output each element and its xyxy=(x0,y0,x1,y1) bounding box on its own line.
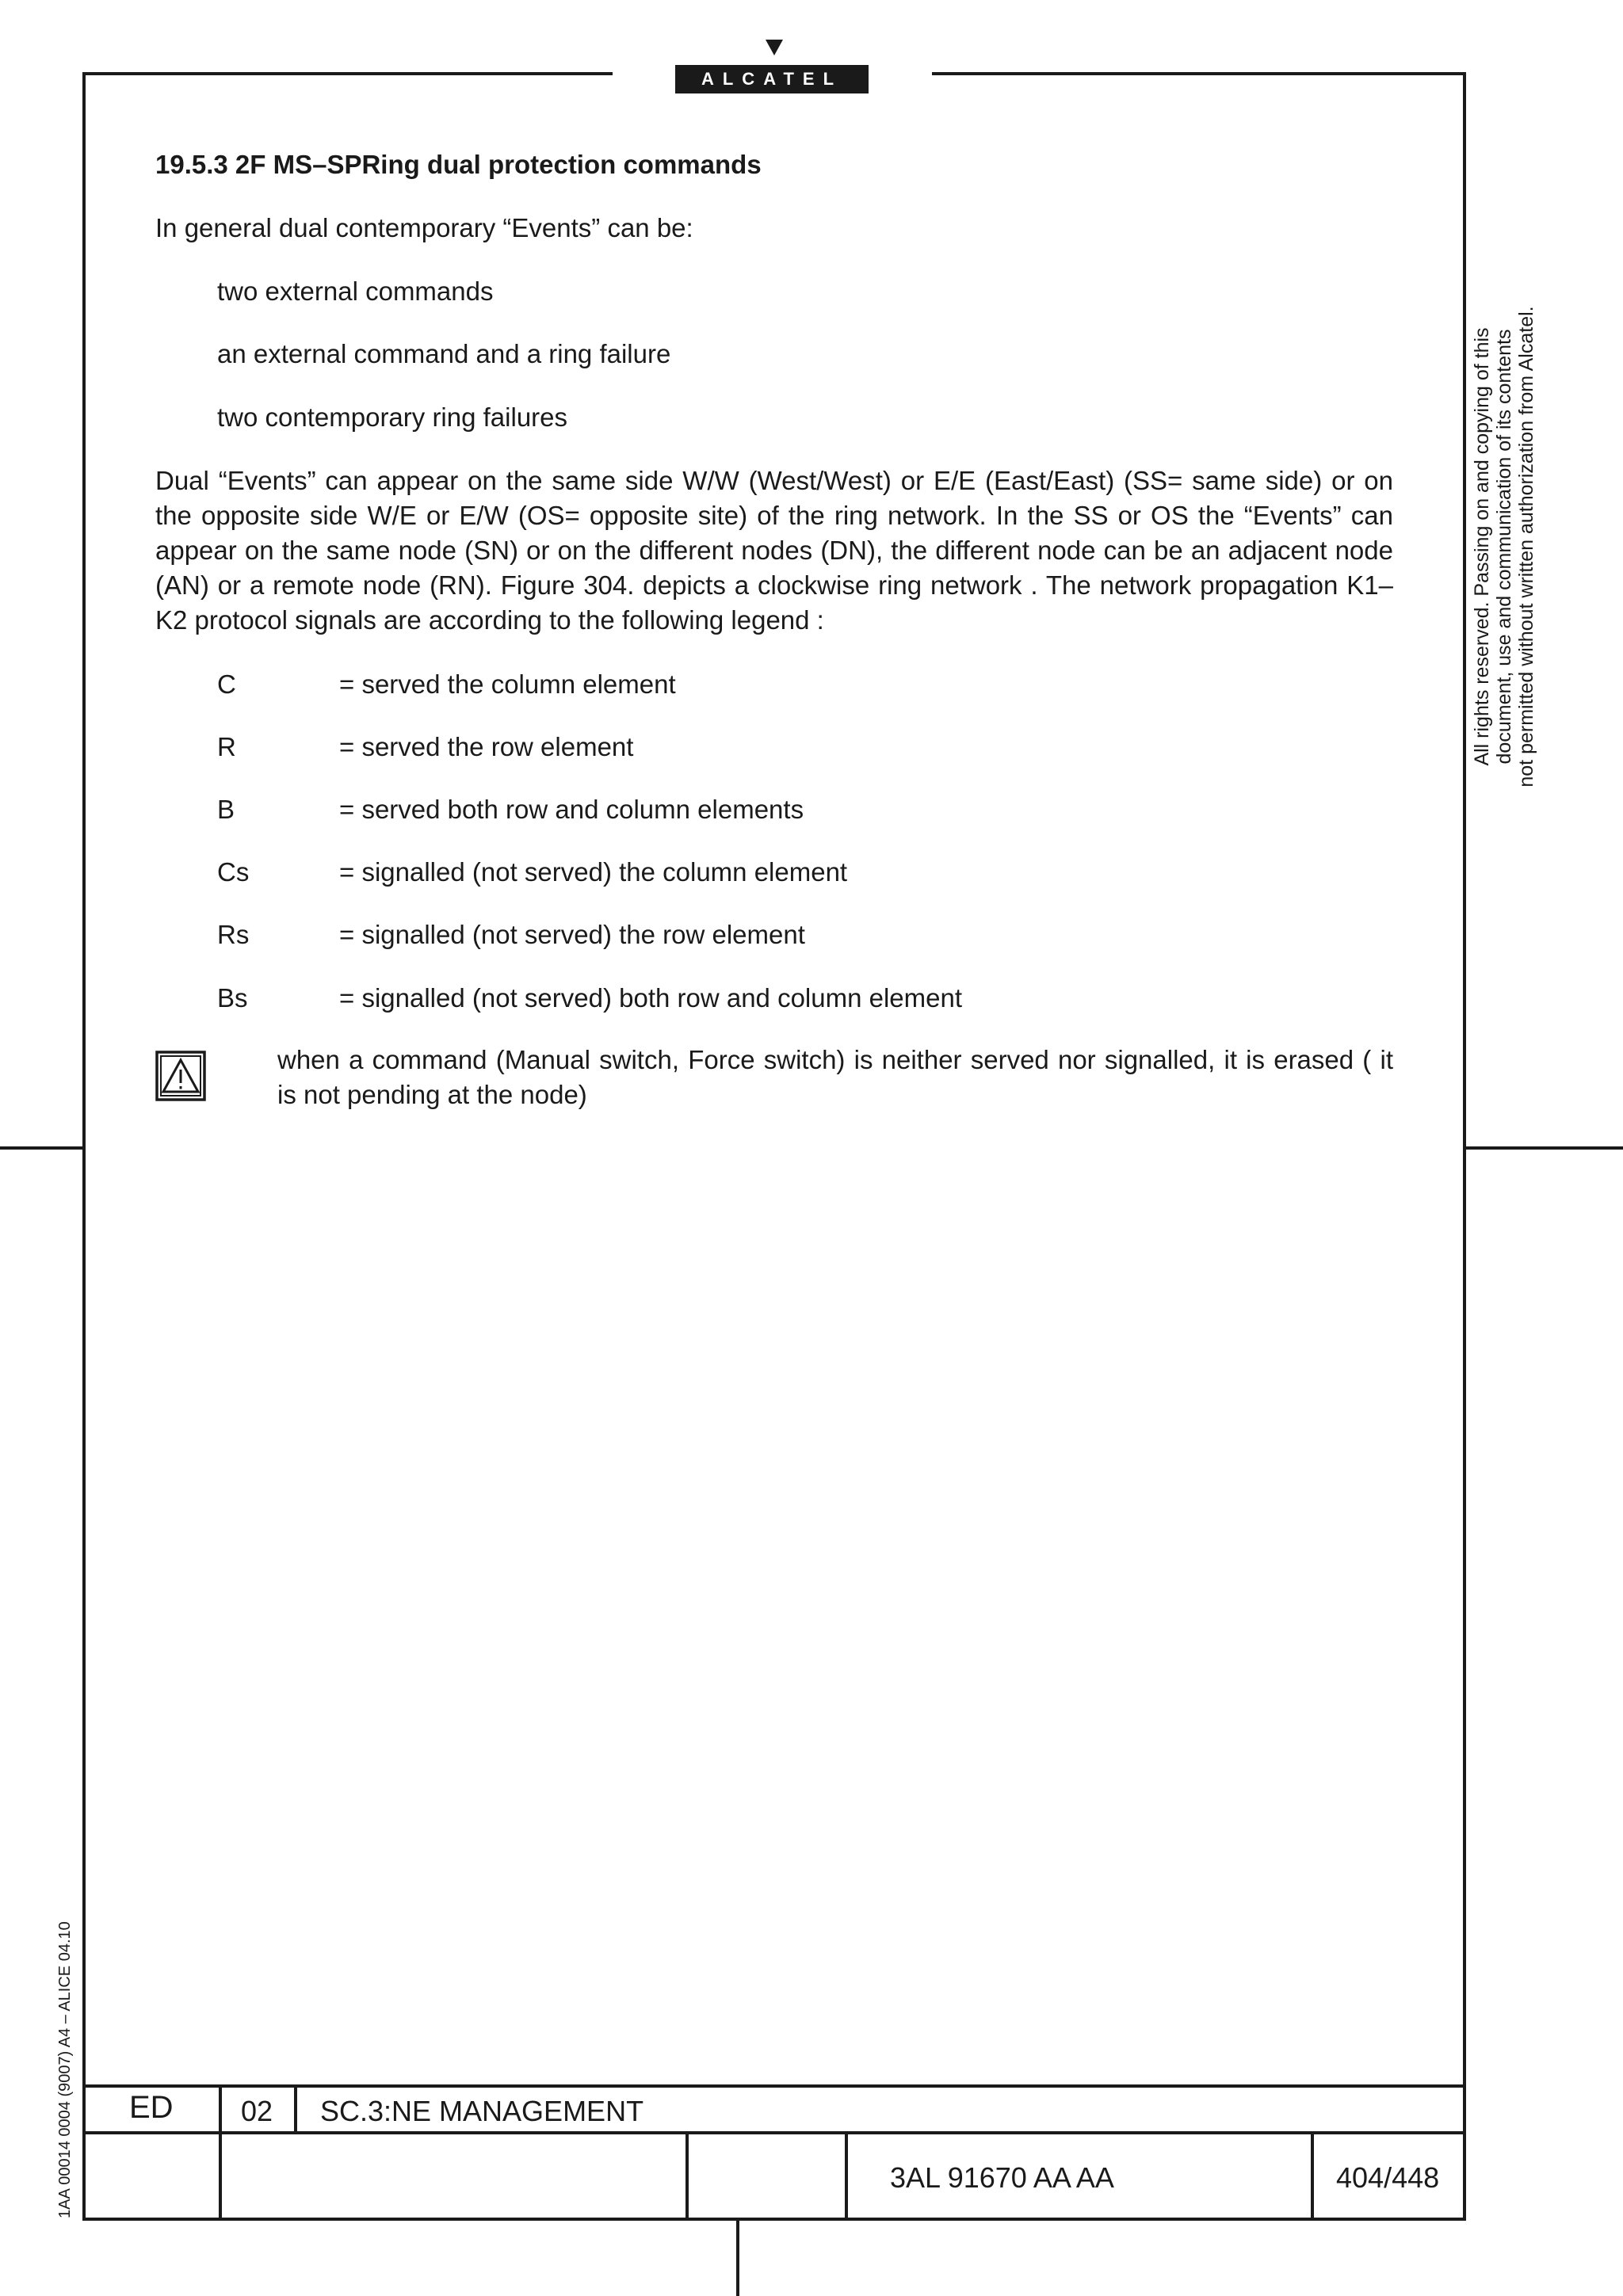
legend-key: C xyxy=(217,669,236,699)
footer-bottom-line xyxy=(83,2218,1465,2221)
margin-mark-left xyxy=(0,1146,84,1150)
legend-value: = signalled (not served) both row and column element xyxy=(339,983,963,1013)
legend-key: Cs xyxy=(217,857,250,887)
legend-value: = served the column element xyxy=(339,669,676,699)
footer-top-line xyxy=(83,2084,1465,2088)
footer-divider xyxy=(685,2131,689,2221)
footer-divider xyxy=(845,2131,848,2221)
rights-notice xyxy=(1471,293,1537,800)
event-item: an external command and a ring failure xyxy=(217,339,671,368)
legend-value: = served the row element xyxy=(339,732,634,761)
event-item: two external commands xyxy=(217,277,494,306)
warning-icon xyxy=(155,1051,206,1101)
footer-ed-label: ED xyxy=(129,2090,174,2125)
footer-divider xyxy=(219,2084,222,2221)
footer-divider xyxy=(1311,2131,1314,2221)
section-title: 19.5.3 2F MS–SPRing dual protection commands xyxy=(155,150,762,179)
footer-doc-code: 3AL 91670 AA AA xyxy=(890,2161,1114,2194)
frame-top-left xyxy=(83,72,613,75)
legend-value: = signalled (not served) the row element xyxy=(339,920,805,949)
legend-value: = signalled (not served) the column element xyxy=(339,857,848,887)
footer-section-title: SC.3:NE MANAGEMENT xyxy=(320,2095,644,2127)
alcatel-logo: ALCATEL xyxy=(675,65,869,93)
events-paragraph: Dual “Events” can appear on the same side W/W (West/West) or E/E (East/East) (SS= same side) or on the opposite side W/E or E/W (OS= opposite site) of the ring network. In the SS or OS the “Events” can appear on the same node (SN) or on the different nodes (DN), the different node can be an adjacent node (AN) or a remote node (RN). Figure 304. depicts a clockwise ring network . The network propagation K1–K2 protocol signals are according to the following legend : xyxy=(155,466,1393,635)
event-item: two contemporary ring failures xyxy=(217,402,568,432)
legend-value: = served both row and column elements xyxy=(339,795,804,824)
legend-key: B xyxy=(217,795,235,824)
footer-divider xyxy=(294,2084,297,2134)
footer-stem xyxy=(736,2219,739,2296)
rights-line: not permitted without written authorization from Alcatel. xyxy=(1515,306,1537,788)
legend-key: R xyxy=(217,732,236,761)
footer-page-number: 404/448 xyxy=(1336,2161,1440,2194)
side-document-code: 1AA 00014 0004 (9007) A4 – ALICE 04.10 xyxy=(56,1921,74,2218)
footer-ed-value: 02 xyxy=(241,2095,273,2127)
frame-top-right xyxy=(932,72,1466,75)
intro-text: In general dual contemporary “Events” can be: xyxy=(155,213,693,242)
legend-key: Bs xyxy=(217,983,248,1013)
note-text: when a command (Manual switch, Force switch) is neither served nor signalled, it is erased ( it is not pending at the node) xyxy=(277,1045,1393,1109)
rights-line: All rights reserved. Passing on and copying of this xyxy=(1471,327,1493,766)
footer-mid-line xyxy=(83,2131,1465,2134)
legend-key: Rs xyxy=(217,920,250,949)
logo-arrow-icon xyxy=(766,40,783,55)
rights-line: document, use and communication of its contents xyxy=(1493,329,1515,765)
margin-mark-right xyxy=(1465,1146,1623,1150)
